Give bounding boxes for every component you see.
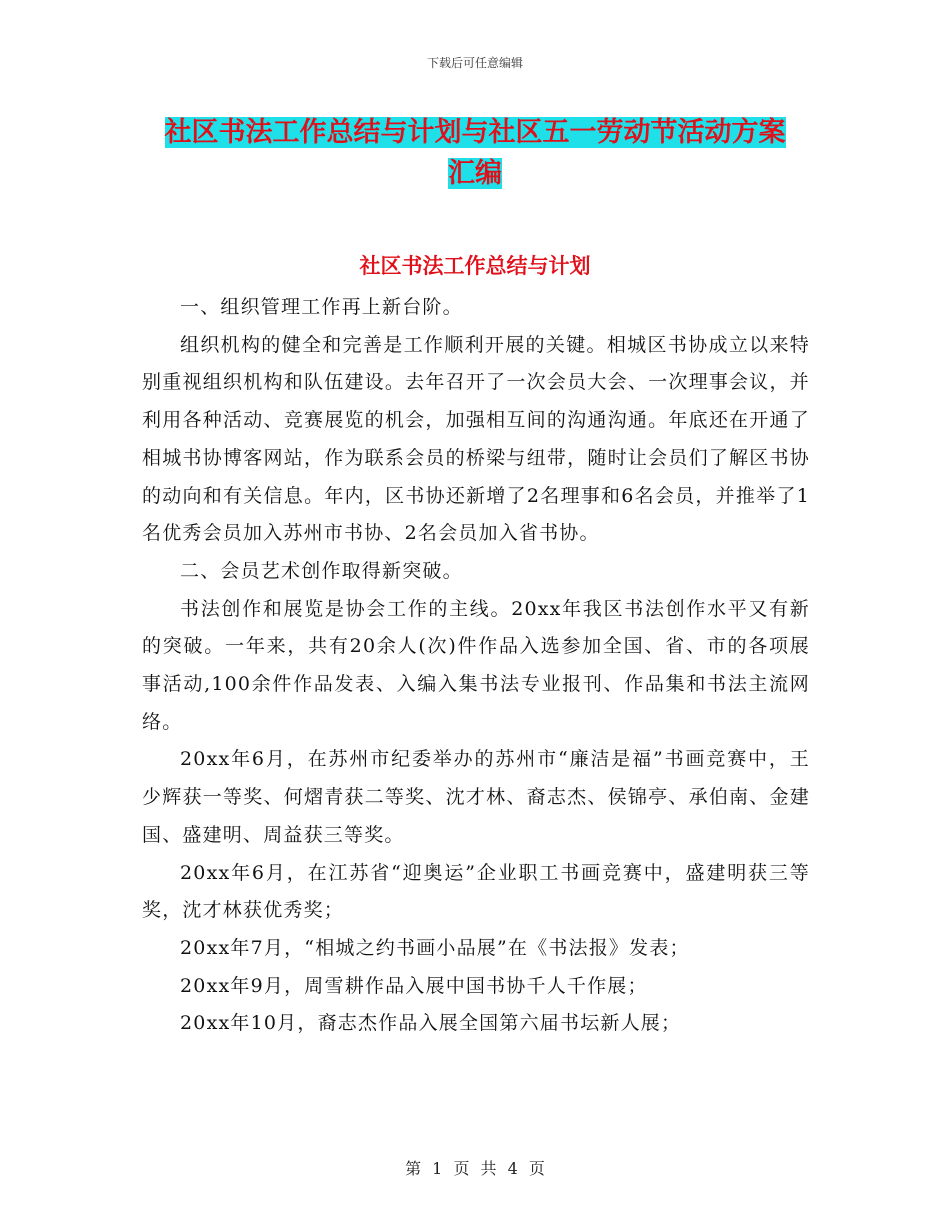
document-title-line2: 汇编	[448, 158, 502, 189]
document-title-line1: 社区书法工作总结与计划与社区五一劳动节活动方案	[164, 117, 786, 148]
section-title: 社区书法工作总结与计划	[359, 254, 591, 278]
paragraph: 书法创作和展览是协会工作的主线。20xx年我区书法创作水平又有新的突破。一年来，共有20余人(次)件作品入选参加全国、省、市的各项展事活动,100余件作品发表、入编入集书法专业报刊、作品集和书法主流网络。	[142, 597, 810, 733]
document-title	[150, 112, 800, 194]
paragraph: 20xx年6月，在苏州市纪委举办的苏州市“廉洁是福”书画竞赛中，王少辉获一等奖、何熠青获二等奖、沈才林、裔志杰、侯锦亭、承伯南、金建国、盛建明、周益获三等奖。	[142, 748, 810, 846]
document-body	[142, 289, 810, 1043]
paragraph: 20xx年6月，在江苏省“迎奥运”企业职工书画竞赛中，盛建明获三等奖，沈才林获优秀奖；	[142, 861, 810, 922]
paragraph: 组织机构的健全和完善是工作顺利开展的关键。相城区书协成立以来特别重视组织机构和队伍建设。去年召开了一次会员大会、一次理事会议，并利用各种活动、竞赛展览的机会，加强相互间的沟通沟通。年底还在开通了相城书协博客网站，作为联系会员的桥梁与纽带，随时让会员们了解区书协的动向和有关信息。年内，区书协还新增了2名理事和6名会员，并推举了1名优秀会员加入苏州市书协、2名会员加入省书协。	[142, 333, 810, 545]
paragraph: 20xx年7月，“相城之约书画小品展”在《书法报》发表；	[180, 936, 690, 959]
section-heading-2: 二、会员艺术创作取得新突破。	[180, 559, 463, 582]
header-note: 下载后可任意编辑	[426, 56, 523, 70]
paragraph: 20xx年9月，周雪耕作品入展中国书协千人千作展；	[180, 974, 648, 997]
page-indicator: 第 1 页 共 4 页	[405, 1159, 545, 1178]
section-heading-1: 一、组织管理工作再上新台阶。	[180, 296, 463, 318]
paragraph: 20xx年10月，裔志杰作品入展全国第六届书坛新人展；	[180, 1012, 682, 1035]
